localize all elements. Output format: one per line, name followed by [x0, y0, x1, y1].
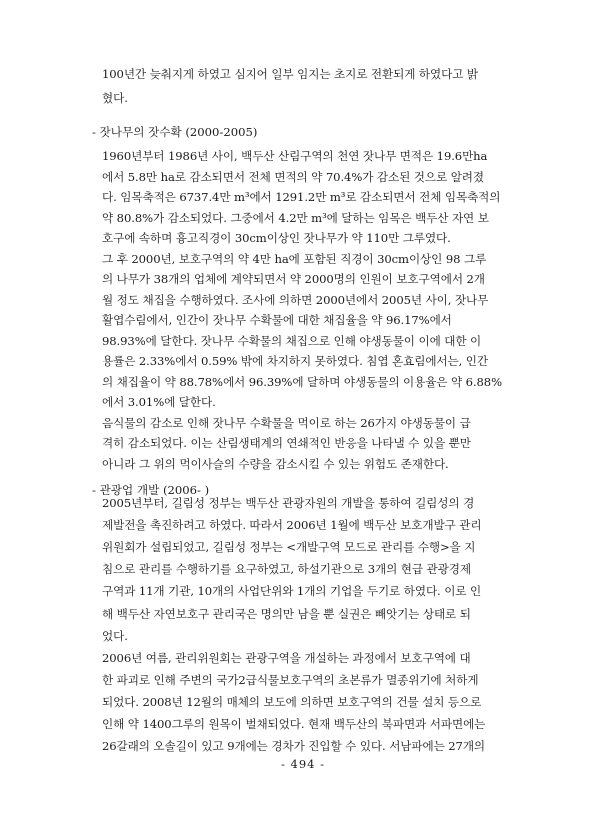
page-number: - 494 -	[280, 757, 326, 771]
paragraph-line: 월 정도 채집을 수행하였다. 조사에 의하면 2000년에서 2005년 사이, 잣나무	[102, 292, 489, 307]
paragraph-line: 었다.	[102, 628, 128, 643]
paragraph-line: 침으로 관리를 수행하기를 요구하였고, 하설기관으로 3개의 현급 관광경제	[102, 562, 471, 577]
paragraph-line: 위원회가 설립되었고, 길림성 정부는 <개발구역 모드로 관리를 수행>을 지	[102, 540, 476, 555]
paragraph-line: 에서 3.01%에 달한다.	[102, 395, 216, 409]
paragraph-line: 되었다. 2008년 12월의 매체의 보도에 의하면 보호구역의 건물 설치 등으로	[102, 694, 482, 709]
intro-line-2: 혔다.	[102, 91, 128, 105]
section-heading-pine-harvest: - 잣나무의 잣수확 (2000-2005)	[92, 125, 258, 139]
intro-line-1: 100년간 늦춰지게 하였고 심지어 일부 임지는 초지로 전환되게 하였다고 밝	[102, 67, 478, 81]
paragraph-line: 음식물의 감소로 인해 잣나무 수확물을 먹이로 하는 26가지 야생동물이 급	[102, 415, 471, 430]
paragraph-line: 호구에 속하며 흉고직경이 30cm이상인 잣나무가 약 110만 그루였다.	[102, 231, 451, 245]
paragraph-line: 2005년부터, 길림성 정부는 백두산 관광자원의 개발을 통하여 길림성의 경	[102, 496, 475, 510]
paragraph-line: 약 80.8%가 감소되었다. 그중에서 4.2만 m³에 달하는 임목은 백두산 자연 보	[102, 210, 489, 225]
paragraph-line: 구역과 11개 기관, 10개의 사업단위와 1개의 기업을 두기로 하였다. 이로 인	[102, 584, 482, 599]
paragraph-line: 격히 감소되었다. 이는 산림생태계의 연쇄적인 반응을 나타낼 수 있을 뿐만	[102, 436, 471, 450]
paragraph-line: 제발전을 촉진하려고 하였다. 따라서 2006년 1월에 백두산 보호개발구 관리	[102, 518, 482, 533]
paragraph-line: 98.93%에 달한다. 잣나무 수확물의 채집으로 인해 야생동물이 이에 대한 이	[102, 333, 482, 348]
paragraph-line: 아니라 그 위의 먹이사슬의 수량을 감소시킬 수 있는 위험도 존재한다.	[102, 456, 449, 471]
paragraph-line: 다. 임목축적은 6737.4만 m³에서 1291.2만 m³로 감소되면서 전체 임목축적의	[102, 190, 501, 204]
paragraph-line: 26갈래의 오솔길이 있고 9개에는 경차가 진입할 수 있다. 서남파에는 27개의	[102, 739, 486, 754]
paragraph-line: 1960년부터 1986년 사이, 백두산 산림구역의 천연 잣나무 면적은 19.6만ha	[102, 149, 488, 163]
paragraph-line: 에서 5.8만 ha로 감소되면서 전체 면적의 약 70.4%가 감소된 것으로 알려졌	[102, 169, 484, 184]
paragraph-line: 한 파괴로 인해 주변의 국가2급식물보호구역의 초본류가 멸종위기에 처하게	[102, 672, 479, 687]
paragraph-line: 2006년 여름, 관리위원회는 관광구역을 개설하는 과정에서 보호구역에 대	[102, 650, 471, 665]
section-heading-tourism: - 관광업 개발 (2006- )	[92, 483, 210, 497]
paragraph-line: 의 나무가 38개의 업체에 계약되면서 약 2000명의 인원이 보호구역에서 2개	[102, 272, 485, 286]
paragraph-line: 인해 약 1400그루의 원목이 벌채되었다. 현재 백두산의 북파면과 서파면에는	[102, 717, 486, 731]
paragraph-line: 해 백두산 자연보호구 관리국은 명의만 남을 뿐 실권은 빼앗기는 상태로 되	[102, 606, 471, 621]
paragraph-line: 용률은 2.33%에서 0.59% 밖에 차지하지 못하였다. 침엽 혼효림에서는, 인간	[102, 354, 489, 368]
paragraph-line: 의 채집율이 약 88.78%에서 96.39%에 달하며 야생동물의 이용율은 약 6.88%	[102, 374, 503, 389]
paragraph-line: 활엽수림에서, 인간이 잣나무 수확물에 대한 채집율을 약 96.17%에서	[102, 313, 452, 327]
paragraph-line: 그 후 2000년, 보호구역의 약 4만 ha에 포함된 직경이 30cm이상인 98 그루	[102, 251, 487, 266]
